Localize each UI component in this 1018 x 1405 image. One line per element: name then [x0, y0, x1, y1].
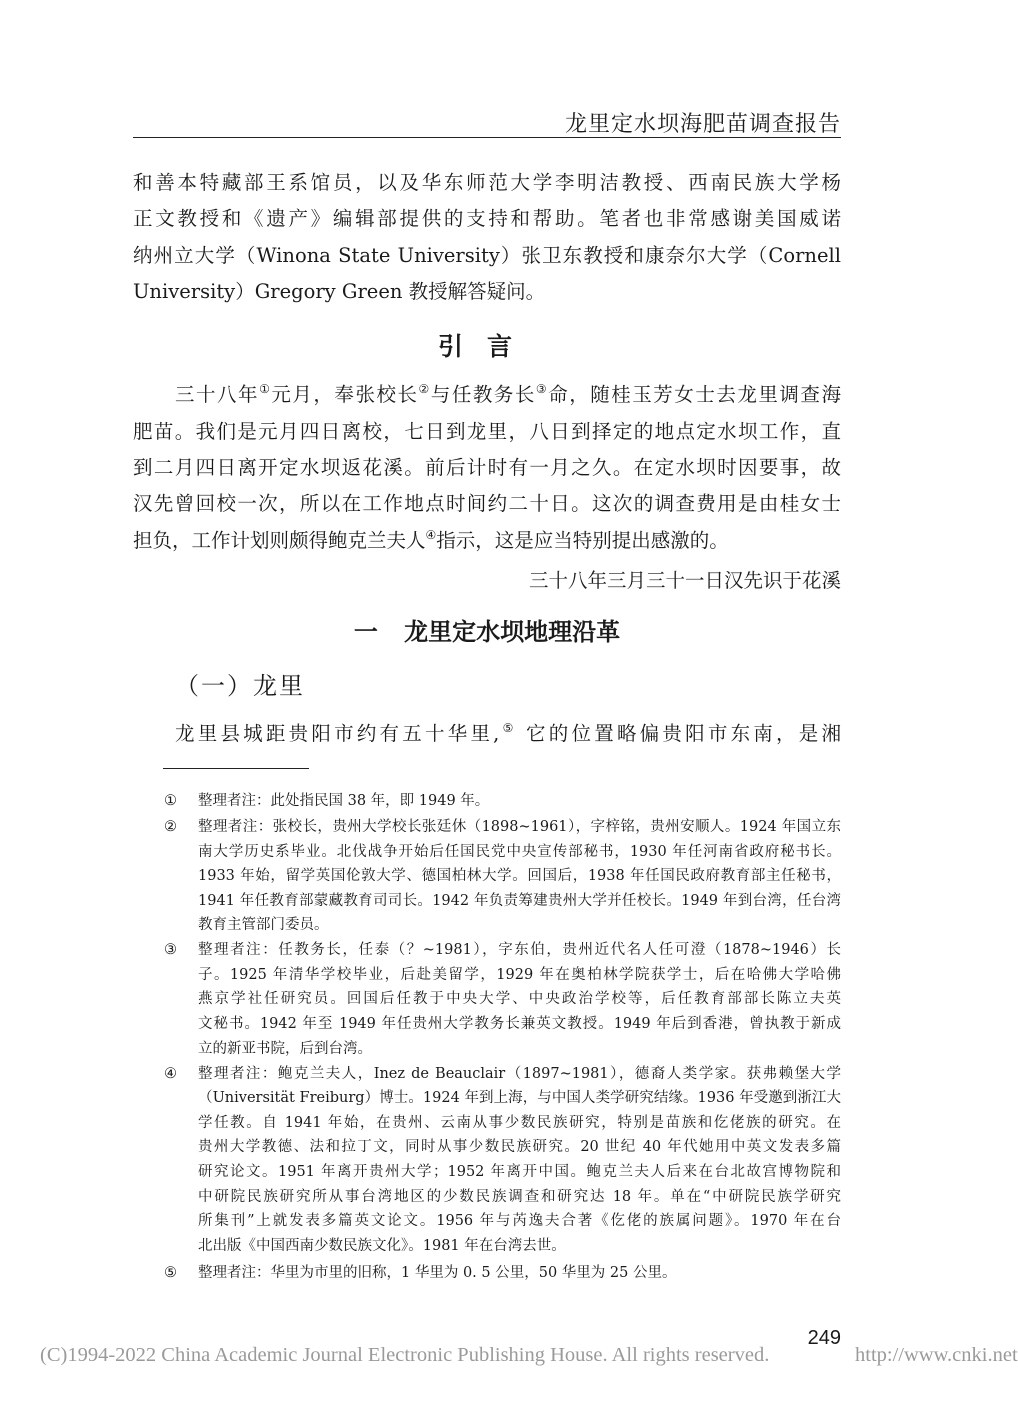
footnote-marker: ⑤ [164, 1265, 177, 1281]
footnote-line: 贵州大学教德、法和拉丁文，同时从事少数民族研究。20 世纪 40 年代她用中英文发表多篇 [198, 1139, 841, 1155]
footnote-ref: ④ [425, 528, 437, 542]
intro-signature: 三十八年三月三十一日汉先识于花溪 [528, 569, 841, 592]
intro-heading: 引言 [437, 332, 536, 361]
footnote-ref: ③ [535, 382, 549, 396]
footnote-line: 教育主管部门委员。 [198, 917, 329, 933]
section-text-line: 龙里县城距贵阳市约有五十华里,⑤ 它的位置略偏贵阳市东南，是湘 [175, 721, 841, 745]
footnote-line: 整理者注：张校长，贵州大学校长张廷休（1898~1961），字梓铭，贵州安顺人。1924 年国立东 [198, 819, 841, 835]
footnote-line: 1933 年始，留学英国伦敦大学、德国柏林大学。回国后，1938 年任国民政府教育部主任秘书， [198, 868, 841, 884]
footnote-line: 整理者注：此处指民国 38 年，即 1949 年。 [198, 793, 490, 809]
page-number: 249 [807, 1327, 841, 1349]
ack-line: 纳州立大学（Winona State University）张卫东教授和康奈尔大学（Cornell [133, 244, 841, 267]
footnote-line: 学任教。自 1941 年始，在贵州、云南从事少数民族研究，特别是苗族和仡佬族的研究。在 [198, 1115, 841, 1131]
footnote-line: 北出版《中国西南少数民族文化》。1981 年在台湾去世。 [198, 1238, 566, 1254]
intro-line: 汉先曾回校一次，所以在工作地点时间约二十日。这次的调查费用是由桂女士 [133, 492, 841, 515]
footnote-line: 南大学历史系毕业。北伐战争开始后任国民党中央宣传部秘书，1930 年任河南省政府秘书长。 [198, 844, 841, 860]
running-head: 龙里定水坝海肥苗调查报告 [564, 112, 841, 137]
footnote-marker: ③ [164, 942, 177, 958]
footnote-line: 研究论文。1951 年离开贵州大学；1952 年离开中国。鲍克兰夫人后来在台北故宫博物院和 [198, 1164, 841, 1180]
footnote-ref: ② [418, 382, 431, 396]
footnote-line: 立的新亚书院，后到台湾。 [198, 1041, 372, 1057]
header-rule [133, 137, 841, 138]
footnote-line: 整理者注：任教务长，任泰（？~1981），字东伯，贵州近代名人任可澄（1878~1946）长 [198, 942, 841, 958]
footnote-line: （Universität Freiburg）博士。1924 年到上海，与中国人类学研究结缘。1936 年受邀到浙江大 [198, 1090, 841, 1106]
copyright-notice: (C)1994-2022 China Academic Journal Electronic Publishing House. All rights reserved. [40, 1344, 770, 1366]
intro-line: 肥苗。我们是元月四日离校，七日到龙里，八日到择定的地点定水坝工作，直 [133, 420, 841, 443]
footnote-marker: ④ [164, 1066, 177, 1082]
footnote-line: 文秘书。1942 年至 1949 年任贵州大学教务长兼英文教授。1949 年后到香港，曾执教于新成 [198, 1016, 841, 1032]
section-heading: 一 龙里定水坝地理沿革 [353, 618, 621, 646]
intro-line: 三十八年①元月，奉张校长②与任教务长③命，随桂玉芳女士去龙里调查海 [175, 382, 841, 406]
footnote-ref: ⑤ [499, 721, 517, 735]
copyright-link[interactable]: http://www.cnki.net [855, 1344, 1018, 1366]
footnote-marker: ① [164, 793, 177, 809]
ack-line: 正文教授和《遗产》编辑部提供的支持和帮助。笔者也非常感谢美国威诺 [133, 207, 841, 230]
ack-line: University）Gregory Green 教授解答疑问。 [133, 280, 546, 303]
footnote-marker: ② [164, 819, 177, 835]
intro-line: 担负，工作计划则颇得鲍克兰夫人④指示，这是应当特别提出感激的。 [133, 528, 729, 552]
ack-line: 和善本特藏部王系馆员，以及华东师范大学李明洁教授、西南民族大学杨 [133, 171, 841, 194]
footnote-rule [163, 768, 309, 769]
footnote-line: 整理者注：华里为市里的旧称，1 华里为 0. 5 公里，50 华里为 25 公里。 [198, 1265, 677, 1281]
footnote-line: 所集刊”上就发表多篇英文论文。1956 年与芮逸夫合著《仡佬的族属问题》。1970 年在台 [198, 1213, 841, 1229]
footnote-line: 子。1925 年清华学校毕业，后赴美留学，1929 年在奥柏林学院获学士，后在哈佛大学哈佛 [198, 967, 841, 983]
footnote-line: 整理者注：鲍克兰夫人，Inez de Beauclair（1897~1981），德裔人类学家。获弗赖堡大学 [198, 1066, 841, 1082]
footnote-line: 燕京学社任研究员。回国后任教于中央大学、中央政治学校等，后任教育部部长陈立夫英 [198, 991, 841, 1007]
footnote-ref: ① [259, 382, 272, 396]
footnote-line: 1941 年任教育部蒙藏教育司司长。1942 年负责筹建贵州大学并任校长。1949 年到台湾，任台湾 [198, 893, 841, 909]
subsection-heading: （一）龙里 [175, 672, 305, 700]
footnote-line: 中研院民族研究所从事台湾地区的少数民族调查和研究达 18 年。单在“中研院民族学研究 [198, 1189, 841, 1205]
intro-line: 到二月四日离开定水坝返花溪。前后计时有一月之久。在定水坝时因要事，故 [133, 456, 841, 479]
